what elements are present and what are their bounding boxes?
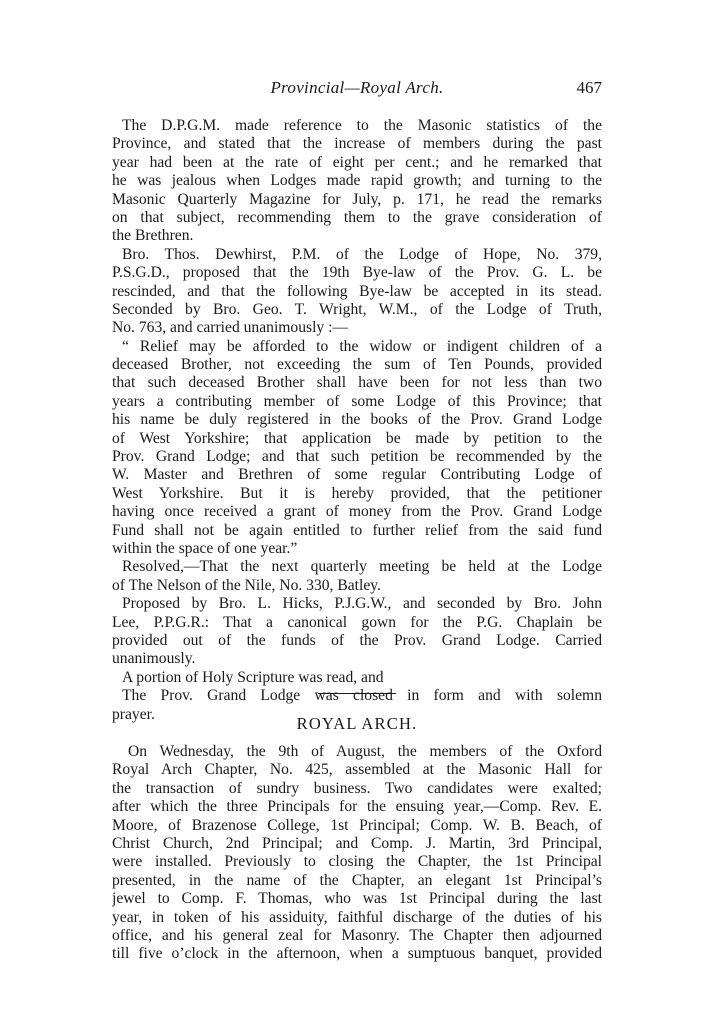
section-provincial-text xyxy=(112,117,602,724)
text-line: Resolved,—That the next quarterly meeting be held at the Lodge xyxy=(122,558,602,576)
text-line: on that subject, recommending them to the grave consideration of xyxy=(112,208,602,226)
text-line: Fund shall not be again entitled to further relief from the said fund xyxy=(112,521,602,539)
text-line: West Yorkshire. But it is hereby provided, that the petitioner xyxy=(112,484,602,502)
text-line: were installed. Previously to closing the Chapter, the 1st Principal xyxy=(112,853,602,871)
text-line: Bro. Thos. Dewhirst, P.M. of the Lodge of Hope, No. 379, xyxy=(122,245,602,263)
text-line: The Prov. Grand Lodge was closed in form and with solemn xyxy=(122,687,602,705)
text-line: Seconded by Bro. Geo. T. Wright, W.M., of the Lodge of Truth, xyxy=(112,300,602,318)
text-line: Moore, of Brazenose College, 1st Principal; Comp. W. B. Beach, of xyxy=(112,816,602,834)
text-line: of The Nelson of the Nile, No. 330, Batley. xyxy=(112,576,381,594)
text-line: No. 763, and carried unanimously :— xyxy=(112,319,349,337)
text-line: that such deceased Brother shall have been for not less than two xyxy=(112,374,602,392)
text-line: Proposed by Bro. L. Hicks, P.J.G.W., and seconded by Bro. John xyxy=(122,595,602,613)
text-line: the Brethren. xyxy=(112,227,194,245)
text-line: Province, and stated that the increase of members during the past xyxy=(112,135,602,153)
section-divider xyxy=(318,693,396,694)
text-line: jewel to Comp. F. Thomas, who was 1st Principal during the last xyxy=(112,890,602,908)
text-line: prayer. xyxy=(112,705,155,723)
text-line: he was jealous when Lodges made rapid growth; and turning to the xyxy=(112,172,602,190)
text-line: years a contributing member of some Lodge of this Province; that xyxy=(112,392,602,410)
running-title: Provincial—Royal Arch. xyxy=(270,78,444,97)
text-line: P.S.G.D., proposed that the 19th Bye-law of the Prov. G. L. be xyxy=(112,264,602,282)
text-line: provided out of the funds of the Prov. Grand Lodge. Carried xyxy=(112,631,602,649)
text-line: of West Yorkshire; that application be made by petition to the xyxy=(112,429,602,447)
text-line: the transaction of sundry business. Two candidates were exalted; xyxy=(112,779,602,797)
text-line: year, in token of his assiduity, faithful discharge of the duties of his xyxy=(112,908,602,926)
text-line: Lee, P.P.G.R.: That a canonical gown for the P.G. Chaplain be xyxy=(112,613,602,631)
text-line: having once received a grant of money from the Prov. Grand Lodge xyxy=(112,503,602,521)
text-line: rescinded, and that the following Bye-law be accepted in its stead. xyxy=(112,282,602,300)
text-line: The D.P.G.M. made reference to the Masonic statistics of the xyxy=(122,117,602,134)
text-line: Royal Arch Chapter, No. 425, assembled at the Masonic Hall for xyxy=(112,761,602,779)
text-line: On Wednesday, the 9th of August, the members of the Oxford xyxy=(128,743,602,760)
text-line: Prov. Grand Lodge; and that such petition be recommended by the xyxy=(112,448,602,466)
text-line: his name be duly registered in the books of the Prov. Grand Lodge xyxy=(112,411,602,429)
page-number: 467 xyxy=(576,78,602,97)
text-line: “ Relief may be afforded to the widow or indigent children of a xyxy=(122,337,602,355)
text-line: Masonic Quarterly Magazine for July, p. 171, he read the remarks xyxy=(112,190,602,208)
text-line: till five o’clock in the afternoon, when a sumptuous banquet, provided xyxy=(112,945,602,963)
text-line: A portion of Holy Scripture was read, and xyxy=(122,668,384,686)
text-line: year had been at the rate of eight per cent.; and he remarked that xyxy=(112,153,602,171)
text-line: presented, in the name of the Chapter, an elegant 1st Principal’s xyxy=(112,871,602,889)
text-line: unanimously. xyxy=(112,650,196,668)
text-line: after which the three Principals for the ensuing year,—Comp. Rev. E. xyxy=(112,798,602,816)
running-head xyxy=(112,78,602,102)
text-line: Christ Church, 2nd Principal; and Comp. J. Martin, 3rd Principal, xyxy=(112,834,602,852)
text-line: within the space of one year.” xyxy=(112,539,298,557)
section-royal-arch-text xyxy=(112,743,602,964)
text-line: office, and his general zeal for Masonry. The Chapter then adjourned xyxy=(112,926,602,944)
text-line: deceased Brother, not exceeding the sum of Ten Pounds, provided xyxy=(112,356,602,374)
text-line: W. Master and Brethren of some regular Contributing Lodge of xyxy=(112,466,602,484)
section-heading: ROYAL ARCH. xyxy=(296,714,418,733)
